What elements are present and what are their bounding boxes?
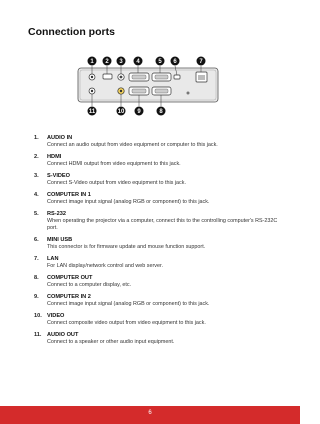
item-description: For LAN display/network control and web server.: [47, 263, 163, 269]
callout-label: 9: [137, 109, 141, 115]
item-description: Connect an audio output from video equipment or computer to this jack.: [47, 142, 218, 148]
callout-label: 8: [159, 109, 163, 115]
item-description: Connect HDMI output from video equipment to this jack.: [47, 161, 181, 167]
item-description: Connect image input signal (analog RGB or component) to this jack.: [47, 301, 210, 307]
item-number: 4.: [34, 192, 39, 198]
item-name: S-VIDEO: [47, 173, 71, 179]
item-name: HDMI: [47, 154, 62, 160]
item-description: Connect image input signal (analog RGB or component) to this jack.: [47, 199, 210, 205]
list-item: [34, 313, 284, 327]
item-name: COMPUTER OUT: [47, 275, 93, 281]
list-item: [34, 256, 284, 270]
callout-label: 4: [136, 59, 140, 65]
hdmi-port: [103, 74, 112, 79]
item-name: LAN: [47, 256, 59, 262]
list-item: [34, 275, 284, 289]
page-footer: [0, 406, 300, 424]
callouts-top: [88, 57, 206, 66]
callout-label: 1: [90, 59, 94, 65]
item-description: Connect composite video output from video equipment to this jack.: [47, 320, 206, 326]
item-description: Connect to a computer display, etc.: [47, 282, 132, 288]
item-number: 9.: [34, 294, 39, 300]
item-name: MINI USB: [47, 237, 73, 243]
list-item: [34, 192, 284, 206]
item-number: 5.: [34, 211, 39, 217]
item-number: 7.: [34, 256, 39, 262]
port-list: [34, 135, 284, 351]
callout-label: 2: [105, 59, 109, 65]
item-number: 11.: [34, 332, 42, 338]
mini-usb-port: [174, 75, 180, 79]
item-description: When operating the projector via a computer, connect this to the controlling computer's RS-232C port.: [47, 218, 278, 231]
item-name: AUDIO IN: [47, 135, 73, 141]
list-item: [34, 332, 284, 346]
list-item: [34, 154, 284, 168]
callout-label: 3: [119, 59, 123, 65]
lock-slot-icon: [187, 92, 190, 95]
item-number: 8.: [34, 275, 39, 281]
item-description: Connect S-Video output from video equipment to this jack.: [47, 180, 186, 186]
page-title: Connection ports: [28, 26, 115, 38]
item-name: VIDEO: [47, 313, 65, 319]
list-item: [34, 294, 284, 308]
callout-label: 11: [88, 109, 96, 115]
page-number: 6: [148, 410, 152, 416]
item-number: 1.: [34, 135, 39, 141]
item-number: 10.: [34, 313, 42, 319]
connection-panel-illustration: [0, 0, 300, 130]
list-item: [34, 135, 284, 149]
callout-label: 6: [173, 59, 177, 65]
callouts-bottom: [88, 107, 166, 116]
callout-label: 10: [117, 109, 125, 115]
callout-label: 5: [158, 59, 162, 65]
item-name: RS-232: [47, 211, 66, 217]
item-number: 6.: [34, 237, 39, 243]
item-description: This connector is for firmware update and mouse function support.: [47, 244, 206, 250]
item-number: 2.: [34, 154, 39, 160]
item-name: COMPUTER IN 1: [47, 192, 91, 198]
list-item: [34, 237, 284, 251]
callout-label: 7: [199, 59, 203, 65]
item-description: Connect to a speaker or other audio input equipment.: [47, 339, 175, 345]
item-name: COMPUTER IN 2: [47, 294, 91, 300]
item-name: AUDIO OUT: [47, 332, 79, 338]
item-number: 3.: [34, 173, 39, 179]
list-item: [34, 173, 284, 187]
list-item: [34, 211, 284, 232]
